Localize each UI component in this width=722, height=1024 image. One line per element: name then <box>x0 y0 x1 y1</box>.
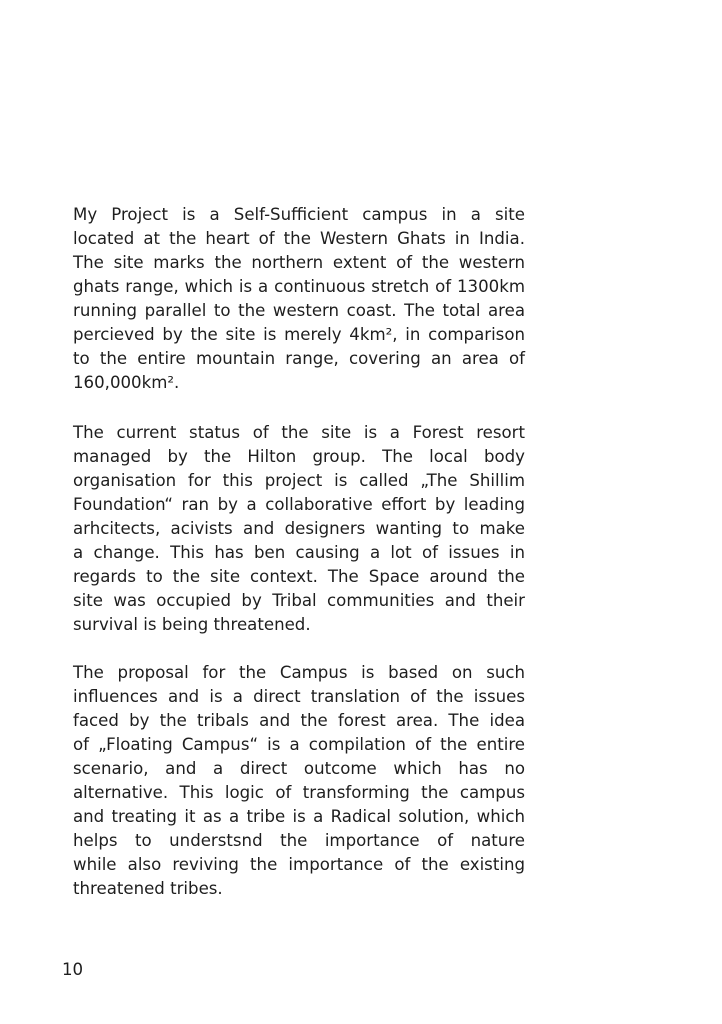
text-line: regards to the site context. The Space around the <box>73 567 525 586</box>
text-line: threatened tribes. <box>73 879 223 898</box>
text-line: helps to understsnd the importance of nature <box>73 831 525 850</box>
text-line: influences and is a direct translation of the issues <box>73 687 525 706</box>
text-line: arhcitects, acivists and designers wanting to make <box>73 519 525 538</box>
text-line: percieved by the site is merely 4km², in comparison <box>73 325 525 344</box>
text-line: The current status of the site is a Forest resort <box>73 423 525 442</box>
text-line: of „Floating Campus“ is a compilation of the entire <box>73 735 525 754</box>
text-line: and treating it as a tribe is a Radical solution, which <box>73 807 525 826</box>
paragraph-current-status <box>73 421 525 637</box>
text-line: 160,000km². <box>73 373 180 392</box>
text-line: managed by the Hilton group. The local body <box>73 447 525 466</box>
text-line: The site marks the northern extent of the western <box>73 253 525 272</box>
text-line: scenario, and a direct outcome which has no <box>73 759 525 778</box>
text-line: Foundation“ ran by a collaborative effort by leading <box>73 495 525 514</box>
text-line: located at the heart of the Western Ghats in India. <box>73 229 525 248</box>
text-line: survival is being threatened. <box>73 615 311 634</box>
paragraph-site-description <box>73 203 525 395</box>
text-line: organisation for this project is called „The Shillim <box>73 471 525 490</box>
text-line: to the entire mountain range, covering an area of <box>73 349 525 368</box>
text-line: a change. This has ben causing a lot of issues in <box>73 543 525 562</box>
text-line: The proposal for the Campus is based on such <box>73 663 525 682</box>
text-line: ghats range, which is a continuous stretch of 1300km <box>73 277 525 296</box>
text-line: while also reviving the importance of the existing <box>73 855 525 874</box>
text-line: site was occupied by Tribal communities and their <box>73 591 525 610</box>
text-line: My Project is a Self-Sufficient campus in a site <box>73 205 525 224</box>
page-number: 10 <box>62 960 84 979</box>
text-line: running parallel to the western coast. The total area <box>73 301 525 320</box>
paragraph-proposal <box>73 661 525 901</box>
text-line: alternative. This logic of transforming the campus <box>73 783 525 802</box>
text-line: faced by the tribals and the forest area. The idea <box>73 711 525 730</box>
